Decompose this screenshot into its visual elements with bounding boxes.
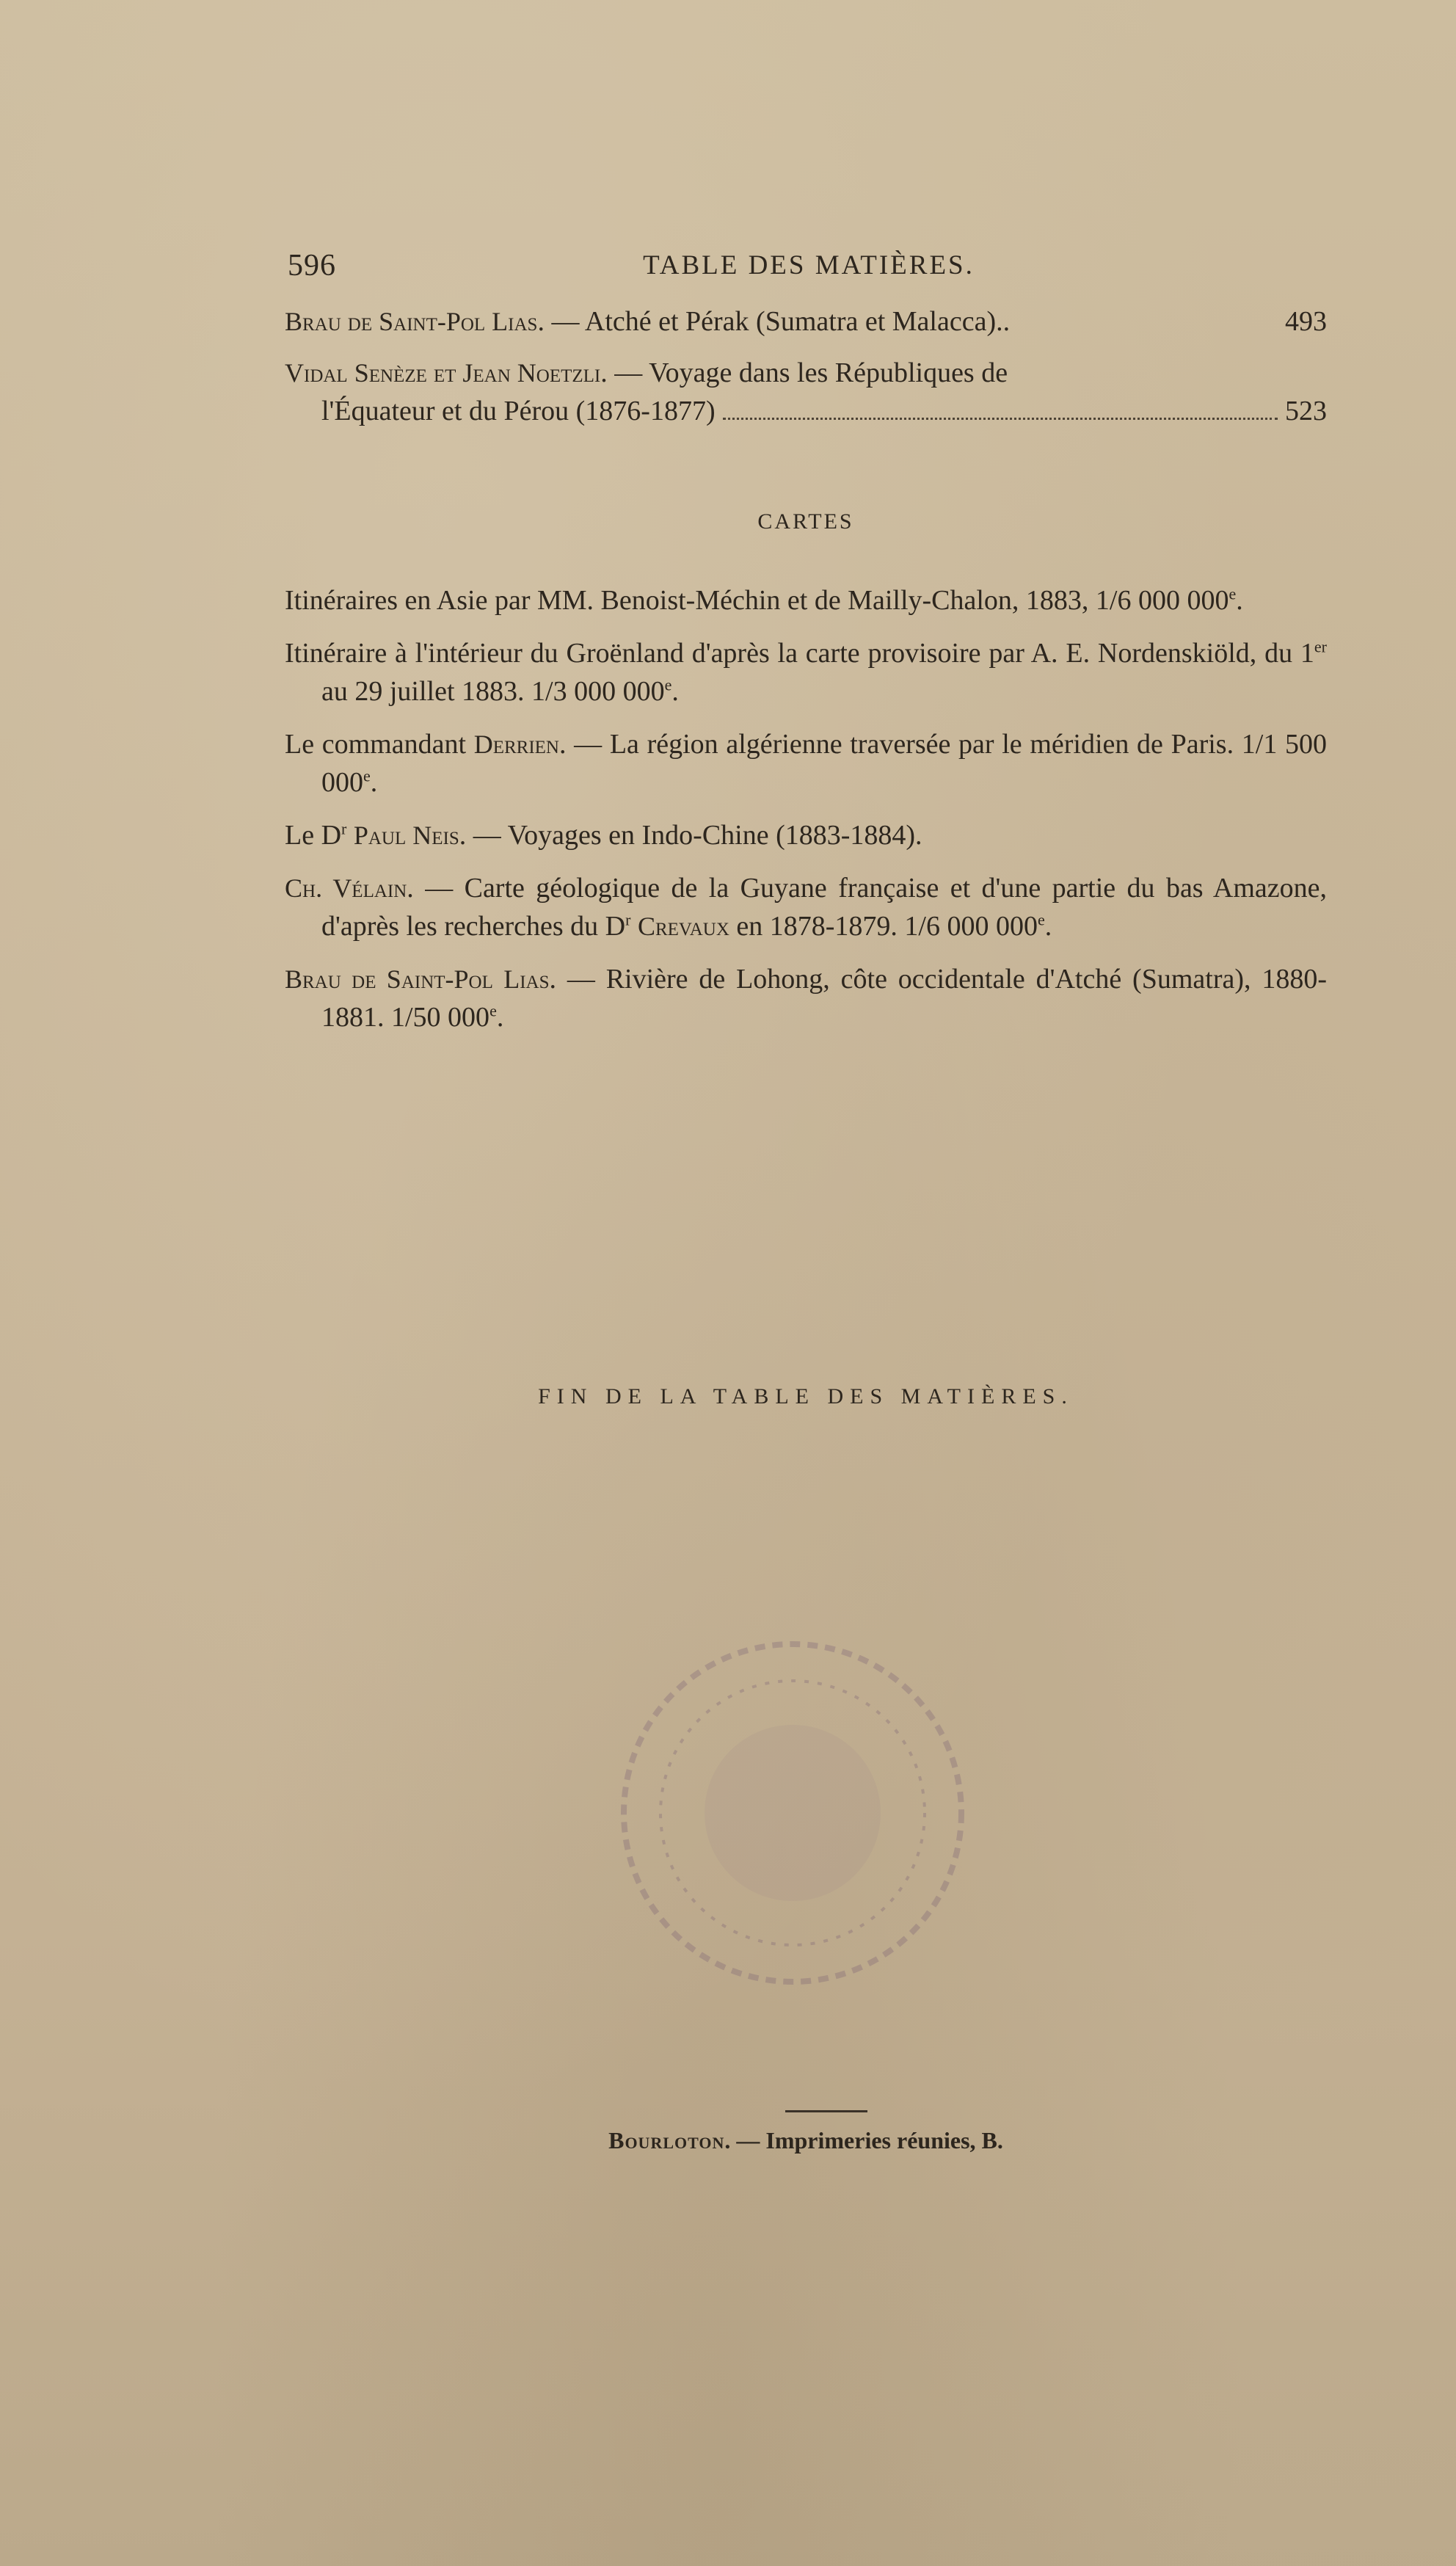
toc-separator: . — (537, 306, 585, 337)
carte-author-2: Crevaux (637, 912, 729, 941)
toc-entry (285, 354, 1327, 430)
carte-entry (285, 725, 1327, 802)
carte-entry (285, 869, 1327, 945)
dot-leader (723, 418, 1278, 420)
printer-name: Bourloton (608, 2127, 725, 2154)
page-number: 596 (288, 249, 336, 283)
footer-rule (785, 2110, 867, 2112)
page-header (288, 248, 1330, 292)
carte-prefix: Le commandant (285, 729, 474, 760)
toc-title: Atché et Pérak (Sumatra et Malacca).. (584, 306, 1011, 337)
carte-entry (285, 581, 1327, 619)
library-stamp-mark (602, 1622, 983, 2004)
carte-text: Itinéraires en Asie par MM. Benoist-Méchin et de Mailly-Chalon, 1883, 1/6 000 000e. (285, 584, 1243, 616)
carte-text: Itinéraire à l'intérieur du Groënland d'après la carte provisoire par A. E. Nordenskiöld, du 1er au 29 juillet 1883. 1/3 000 000e. (285, 637, 1327, 707)
toc-separator: . — (600, 357, 649, 388)
toc-title-line1: Voyage dans les Républiques de (649, 357, 1008, 388)
carte-author: Paul Neis (353, 821, 459, 850)
carte-author: Brau de Saint-Pol Lias (285, 964, 550, 994)
end-of-table-notice: FIN DE LA TABLE DES MATIÈRES. (538, 1384, 1074, 1409)
carte-text: . — La région algérienne traversée par le méridien de Paris. 1/1 500 000e. (321, 729, 1327, 798)
toc-page-number: 493 (1285, 306, 1327, 337)
toc-page-number: 523 (1285, 396, 1327, 426)
running-title: TABLE DES MATIÈRES. (643, 250, 975, 280)
toc-title-line2: l'Équateur et du Pérou (1876-1877) (321, 396, 716, 426)
carte-text: . — Voyages en Indo-Chine (1883-1884). (459, 820, 922, 851)
carte-entry (285, 960, 1327, 1036)
carte-entry (285, 816, 1327, 854)
toc-author: Brau de Saint-Pol Lias (285, 307, 538, 336)
carte-entry (285, 634, 1327, 710)
cartes-list (285, 581, 1327, 1051)
carte-author: Ch. Vélain (285, 873, 407, 903)
printer-rest: . — Imprimeries réunies, B. (724, 2127, 1003, 2154)
toc-list (285, 302, 1327, 443)
carte-text: . — Carte géologique de la Guyane française et d'une partie du bas Amazone, d'après les recherches du $D^r$ (321, 873, 1327, 942)
carte-text-end: en 1878-1879. 1/6 000 000e. (729, 910, 1052, 942)
toc-entry (285, 302, 1327, 341)
cartes-heading: CARTES (757, 509, 854, 534)
toc-author: Vidal Senèze et Jean Noetzli (285, 358, 601, 388)
carte-text: . — Rivière de Lohong, côte occidentale d'Atché (Sumatra), 1880-1881. 1/50 000e. (321, 964, 1327, 1033)
printer-footer (285, 2127, 1327, 2154)
carte-author: Derrien (473, 730, 559, 759)
carte-prefix: Le $D^r$ (285, 819, 347, 851)
